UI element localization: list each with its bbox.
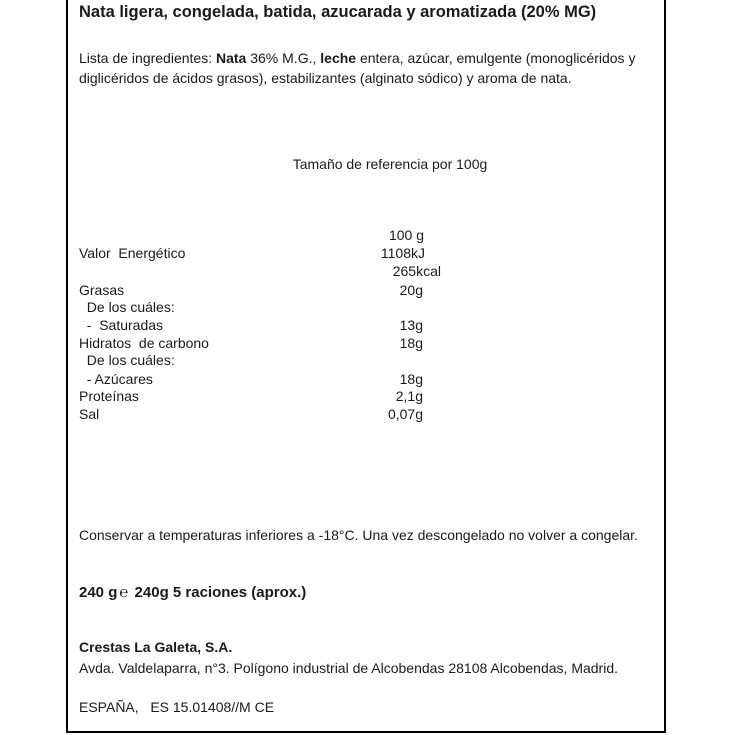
nutrition-label: Hidratos de carbono: [79, 335, 209, 351]
nutrition-label: Sal: [79, 406, 100, 422]
nutrition-label: De los cuáles:: [79, 352, 175, 368]
energy-kcal-row: [79, 262, 441, 280]
storage-instructions: Conservar a temperaturas inferiores a -18°C. Una vez descongelado no volver a congelar.: [79, 527, 638, 543]
sanitary-registry: ESPAÑA, ES 15.01408//M CE: [79, 699, 275, 715]
ingredient-nata-detail: 36% M.G.,: [246, 50, 321, 66]
nutrition-row-of-which-2: [79, 351, 429, 369]
ingredients-prefix: Lista de ingredientes:: [79, 50, 216, 66]
net-weight: 240 g: [79, 584, 118, 601]
nutrition-value: 13g: [399, 317, 423, 333]
nutrition-value: 2,1g: [395, 388, 423, 404]
nutrition-label: De los cuáles:: [79, 299, 175, 315]
energy-kcal: 265kcal: [392, 263, 441, 279]
nutrition-label: Grasas: [79, 282, 125, 298]
nutrition-label: - Saturadas: [79, 317, 164, 333]
estimated-sign-icon: ℮: [119, 584, 129, 601]
manufacturer-address: Avda. Valdelaparra, n°3. Polígono industrial de Alcobendas 28108 Alcobendas, Madrid.: [79, 660, 619, 676]
net-quantity: [79, 583, 306, 603]
manufacturer-name: Crestas La Galeta, S.A.: [79, 639, 233, 655]
nutrition-label: - Azúcares: [79, 371, 153, 387]
ingredient-nata: Nata: [215, 50, 247, 66]
nutrition-label: Proteínas: [79, 388, 139, 404]
product-title: Nata ligera, congelada, batida, azucarada y aromatizada (20% MG): [79, 3, 597, 21]
nutrition-row-fat: [79, 281, 429, 299]
nutrition-row-of-which: [79, 298, 429, 316]
nutrition-row-carbohydrates: [79, 334, 429, 352]
energy-row: [79, 244, 429, 262]
energy-label: Valor Energético: [79, 245, 186, 261]
nutrition-row-salt: [79, 405, 429, 423]
reference-size-header: Tamaño de referencia por 100g: [292, 156, 488, 172]
nutrition-value: 18g: [399, 371, 423, 387]
nutrition-row-saturated: [79, 316, 429, 334]
nutrition-column-header: 100 g: [388, 227, 424, 243]
nutrition-value: 18g: [399, 335, 423, 351]
ingredient-leche: leche: [320, 50, 357, 66]
energy-kj: 1108kJ: [380, 245, 425, 261]
nutrition-value: 20g: [399, 282, 423, 298]
ingredients-rest: entera, azúcar, emulgente (monoglicéridos y diglicéridos de ácidos grasos), estabilizantes (alginato sódico) y aroma de nata.: [79, 50, 636, 86]
servings-info: 240g 5 raciones (aprox.): [130, 584, 307, 601]
ingredients-list: [79, 48, 659, 88]
nutrition-value: 0,07g: [387, 406, 423, 422]
nutrition-row-protein: [79, 387, 429, 405]
nutrition-row-sugars: [79, 370, 429, 388]
